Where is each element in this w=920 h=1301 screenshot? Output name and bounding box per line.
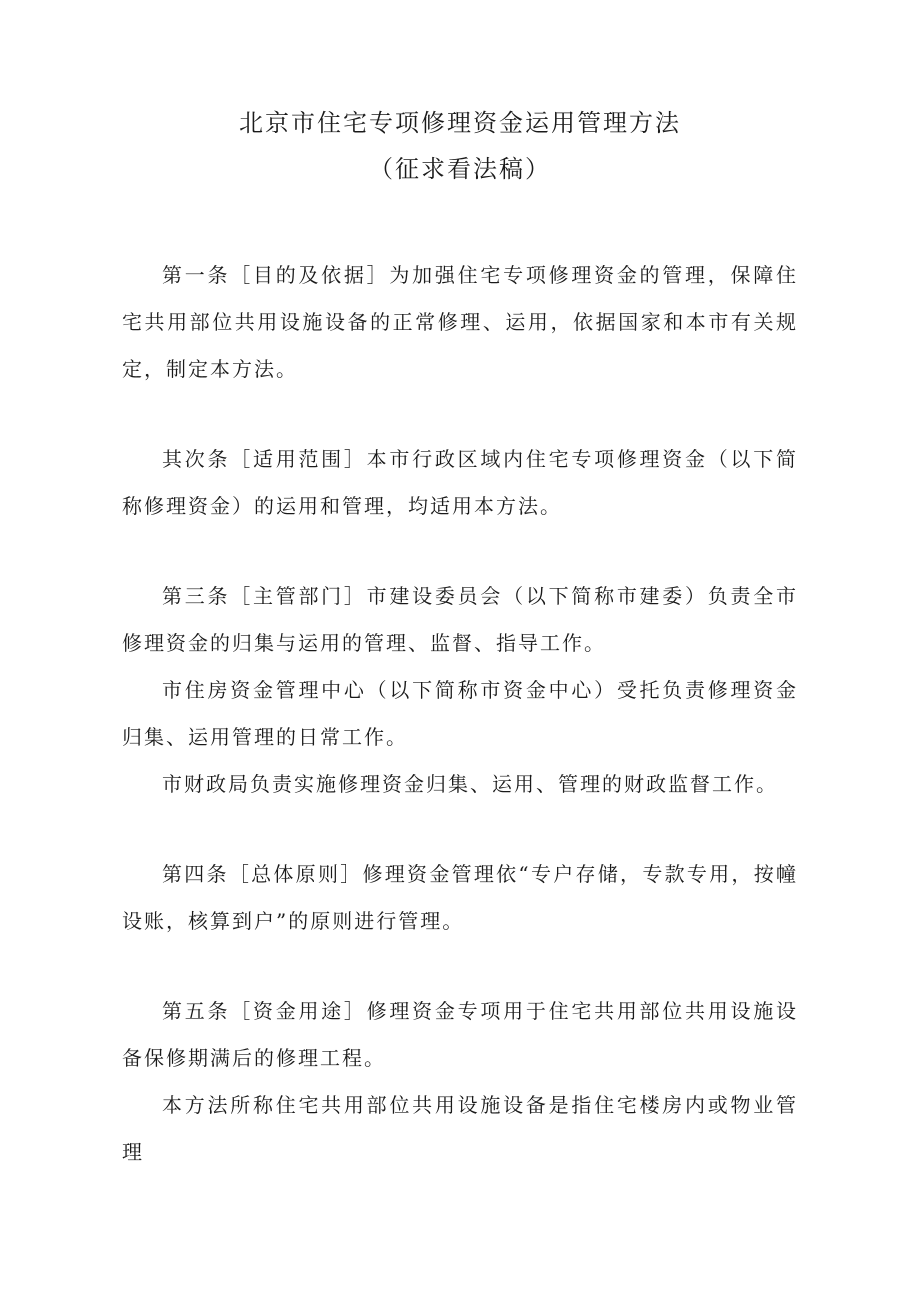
article-3-paragraph: 第三条［主管部门］市建设委员会（以下简称市建委）负责全市修理资金的归集与运用的管理、监督、指导工作。 [122, 584, 798, 655]
article-5-paragraph: 第五条［资金用途］修理资金专项用于住宅共用部位共用设施设备保修期满后的修理工程。 [122, 999, 798, 1070]
article-4-paragraph: 第四条［总体原则］修理资金管理依“专户存储，专款专用，按幢设账，核算到户”的原则进行管理。 [122, 862, 798, 933]
article-1-paragraph: 第一条［目的及依据］为加强住宅专项修理资金的管理，保障住宅共用部位共用设施设备的正常修理、运用，依据国家和本市有关规定，制定本方法。 [122, 263, 798, 381]
article-3-paragraph-2: 市住房资金管理中心（以下简称市资金中心）受托负责修理资金归集、运用管理的日常工作。 [122, 678, 798, 749]
article-3-paragraph-3: 市财政局负责实施修理资金归集、运用、管理的财政监督工作。 [162, 772, 778, 796]
document-body [122, 252, 798, 1176]
article-5-paragraph-2: 本方法所称住宅共用部位共用设施设备是指住宅楼房内或物业管理 [122, 1093, 798, 1164]
document-subtitle: （征求看法稿） [369, 155, 551, 183]
document-title: 北京市住宅专项修理资金运用管理方法 [239, 109, 681, 137]
article-2-paragraph: 其次条［适用范围］本市行政区域内住宅专项修理资金（以下简称修理资金）的运用和管理，均适用本方法。 [122, 447, 798, 518]
